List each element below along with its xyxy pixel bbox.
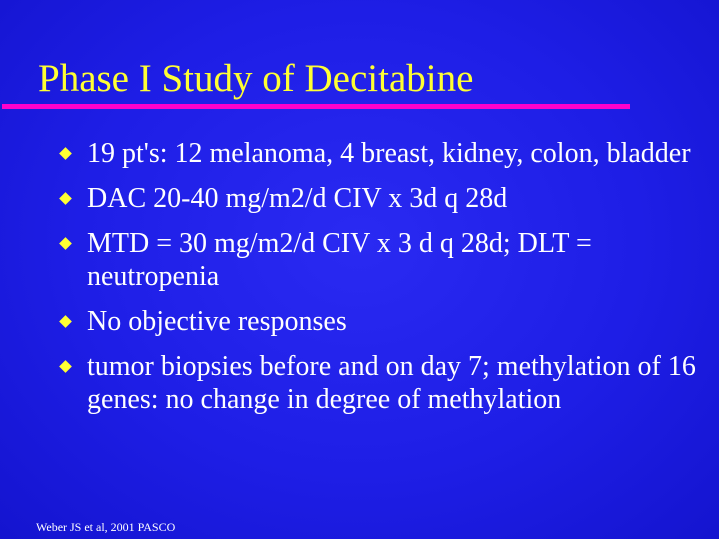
bullet-item xyxy=(58,305,698,338)
bullet-item xyxy=(58,137,698,170)
bullet-list xyxy=(58,137,698,428)
diamond-bullet-icon xyxy=(59,237,72,250)
bullet-text: 19 pt's: 12 melanoma, 4 breast, kidney, colon, bladder xyxy=(87,138,691,169)
slide-title: Phase I Study of Decitabine xyxy=(38,57,474,100)
citation: Weber JS et al, 2001 PASCO xyxy=(36,520,176,534)
bullet-text: tumor biopsies before and on day 7; methylation of 16 genes: no change in degree of methylation xyxy=(87,351,696,415)
diamond-bullet-icon xyxy=(59,192,72,205)
title-underline xyxy=(2,104,630,109)
bullet-text: DAC 20-40 mg/m2/d CIV x 3d q 28d xyxy=(87,183,508,214)
diamond-bullet-icon xyxy=(59,147,72,160)
diamond-bullet-icon xyxy=(59,315,72,328)
bullet-item xyxy=(58,350,698,416)
bullet-item xyxy=(58,182,698,215)
bullet-item xyxy=(58,227,698,293)
bullet-text: MTD = 30 mg/m2/d CIV x 3 d q 28d; DLT = neutropenia xyxy=(87,228,592,292)
bullet-text: No objective responses xyxy=(87,306,347,337)
diamond-bullet-icon xyxy=(59,360,72,373)
